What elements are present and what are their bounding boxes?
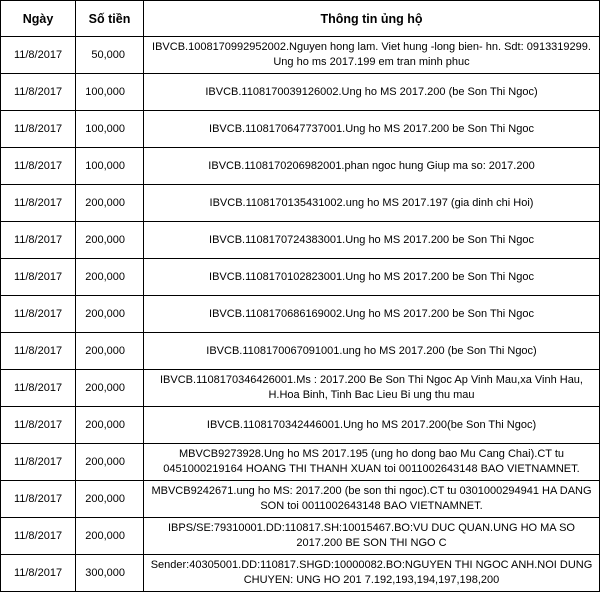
amount-cell: 200,000 [76, 370, 144, 407]
info-cell: IBVCB.1108170067091001.ung ho MS 2017.200 (be Son Thi Ngoc) [144, 333, 600, 370]
info-cell: MBVCB9242671.ung ho MS: 2017.200 (be son thi ngoc).CT tu 0301000294941 HA DANG SON toi 0011002643148 BAO VIETNAMNET. [144, 481, 600, 518]
header-amount: Số tiền [76, 1, 144, 37]
table-row [1, 148, 600, 185]
date-cell: 11/8/2017 [1, 259, 76, 296]
table-row [1, 518, 600, 555]
info-cell: IBVCB.1108170724383001.Ung ho MS 2017.200 be Son Thi Ngoc [144, 222, 600, 259]
table-row [1, 259, 600, 296]
table-row [1, 296, 600, 333]
header-row [1, 1, 600, 37]
amount-cell: 200,000 [76, 259, 144, 296]
date-cell: 11/8/2017 [1, 481, 76, 518]
date-cell: 11/8/2017 [1, 185, 76, 222]
table-row [1, 555, 600, 592]
date-cell: 11/8/2017 [1, 111, 76, 148]
table-row [1, 74, 600, 111]
amount-cell: 200,000 [76, 222, 144, 259]
info-cell: IBVCB.1108170102823001.Ung ho MS 2017.200 be Son Thi Ngoc [144, 259, 600, 296]
info-cell: IBPS/SE:79310001.DD:110817.SH:10015467.BO:VU DUC QUAN.UNG HO MA SO 2017.200 BE SON THI NGO C [144, 518, 600, 555]
date-cell: 11/8/2017 [1, 370, 76, 407]
info-cell: IBVCB.1008170992952002.Nguyen hong lam. Viet hung -long bien- hn. Sdt: 0913319299. Ung ho ms 2017.199 em tran minh phuc [144, 37, 600, 74]
amount-cell: 100,000 [76, 74, 144, 111]
date-cell: 11/8/2017 [1, 74, 76, 111]
table-row [1, 481, 600, 518]
amount-cell: 100,000 [76, 148, 144, 185]
amount-cell: 200,000 [76, 185, 144, 222]
table-row [1, 407, 600, 444]
table-row [1, 111, 600, 148]
amount-cell: 300,000 [76, 555, 144, 592]
info-cell: IBVCB.1108170039126002.Ung ho MS 2017.200 (be Son Thi Ngoc) [144, 74, 600, 111]
amount-cell: 200,000 [76, 296, 144, 333]
info-cell: IBVCB.1108170647737001.Ung ho MS 2017.200 be Son Thi Ngoc [144, 111, 600, 148]
info-cell: IBVCB.1108170342446001.Ung ho MS 2017.200(be Son Thi Ngoc) [144, 407, 600, 444]
info-cell: MBVCB9273928.Ung ho MS 2017.195 (ung ho dong bao Mu Cang Chai).CT tu 0451000219164 HOANG THI THANH XUAN toi 0011002643148 BAO VIETNAMNET. [144, 444, 600, 481]
date-cell: 11/8/2017 [1, 518, 76, 555]
info-cell: IBVCB.1108170206982001.phan ngoc hung Giup ma so: 2017.200 [144, 148, 600, 185]
info-cell: IBVCB.1108170135431002.ung ho MS 2017.197 (gia dinh chi Hoi) [144, 185, 600, 222]
amount-cell: 50,000 [76, 37, 144, 74]
info-cell: IBVCB.1108170686169002.Ung ho MS 2017.200 be Son Thi Ngoc [144, 296, 600, 333]
date-cell: 11/8/2017 [1, 37, 76, 74]
table-row [1, 37, 600, 74]
table-row [1, 370, 600, 407]
header-date: Ngày [1, 1, 76, 37]
amount-cell: 200,000 [76, 444, 144, 481]
header-info: Thông tin ủng hộ [144, 1, 600, 37]
info-cell: IBVCB.1108170346426001.Ms : 2017.200 Be Son Thi Ngoc Ap Vinh Mau,xa Vinh Hau, H.Hoa Binh, Tinh Bac Lieu Bi ung thu mau [144, 370, 600, 407]
date-cell: 11/8/2017 [1, 555, 76, 592]
amount-cell: 200,000 [76, 407, 144, 444]
table-row [1, 222, 600, 259]
info-cell: Sender:40305001.DD:110817.SHGD:10000082.BO:NGUYEN THI NGOC ANH.NOI DUNG CHUYEN: UNG HO 201 7.192,193,194,197,198,200 [144, 555, 600, 592]
date-cell: 11/8/2017 [1, 222, 76, 259]
table-row [1, 185, 600, 222]
date-cell: 11/8/2017 [1, 444, 76, 481]
date-cell: 11/8/2017 [1, 333, 76, 370]
table-row [1, 333, 600, 370]
date-cell: 11/8/2017 [1, 296, 76, 333]
amount-cell: 100,000 [76, 111, 144, 148]
amount-cell: 200,000 [76, 333, 144, 370]
date-cell: 11/8/2017 [1, 148, 76, 185]
amount-cell: 200,000 [76, 518, 144, 555]
table-row [1, 444, 600, 481]
amount-cell: 200,000 [76, 481, 144, 518]
date-cell: 11/8/2017 [1, 407, 76, 444]
